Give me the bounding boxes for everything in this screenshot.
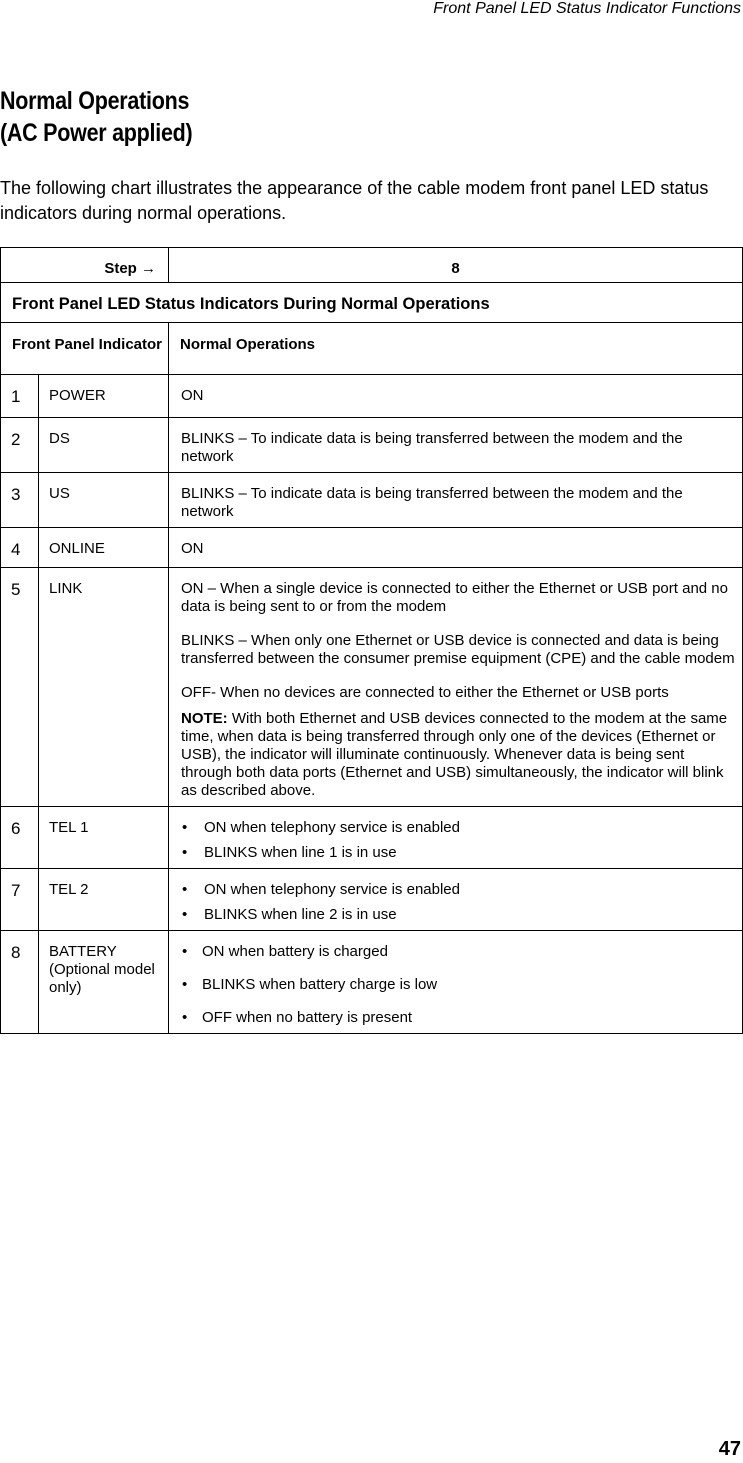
- section-title-row: [1, 283, 743, 323]
- table-section-title: Front Panel LED Status Indicators During Normal Operations: [1, 283, 743, 323]
- indicator-behavior: BLINKS – To indicate data is being transferred between the modem and the network: [169, 473, 743, 528]
- indicator-behavior: BLINKS – To indicate data is being transferred between the modem and the network: [169, 418, 743, 473]
- list-item: • BLINKS when battery charge is low: [181, 976, 736, 994]
- step-label: Step →: [1, 248, 169, 283]
- note-label: NOTE:: [181, 710, 228, 727]
- table-row: [1, 528, 743, 568]
- list-item: • BLINKS when line 1 is in use: [181, 844, 736, 862]
- row-number: 7: [1, 869, 39, 931]
- step-row: [1, 248, 743, 283]
- list-item: • ON when telephony service is enabled: [181, 881, 736, 899]
- row-number: 6: [1, 807, 39, 869]
- row-number: 8: [1, 931, 39, 1034]
- indicator-behavior: [169, 931, 743, 1034]
- row-number: 5: [1, 568, 39, 807]
- row-number: 1: [1, 375, 39, 418]
- table-row: [1, 375, 743, 418]
- indicator-name: BATTERY (Optional model only): [39, 931, 169, 1034]
- page-title: [0, 85, 192, 149]
- indicator-name: LINK: [39, 568, 169, 807]
- table-row: [1, 869, 743, 931]
- indicator-behavior: [169, 869, 743, 931]
- behavior-paragraph: OFF- When no devices are connected to either the Ethernet or USB ports: [181, 684, 669, 701]
- intro-paragraph: The following chart illustrates the appearance of the cable modem front panel LED status indicators during normal operations.: [0, 178, 709, 223]
- page-number: 47: [718, 1438, 741, 1460]
- indicator-name: DS: [39, 418, 169, 473]
- note-paragraph: [181, 710, 736, 800]
- indicator-behavior: [169, 807, 743, 869]
- note-text: With both Ethernet and USB devices connected to the modem at the same time, when data is being transferred through only one of the devices (Ethernet or USB), the indicator will illuminate continuously. Whenever data is being sent through both data ports (Ethernet and USB) simultaneously, the indicator will blink as described above.: [181, 710, 728, 799]
- running-header: Front Panel LED Status Indicator Functions: [433, 0, 741, 17]
- indicator-name: ONLINE: [39, 528, 169, 568]
- led-status-table: [0, 247, 743, 1034]
- indicator-name: TEL 2: [39, 869, 169, 931]
- behavior-list: [181, 881, 736, 924]
- column-header-operations: Normal Operations: [169, 323, 743, 375]
- row-number: 4: [1, 528, 39, 568]
- list-item: • BLINKS when line 2 is in use: [181, 906, 736, 924]
- list-item: • OFF when no battery is present: [181, 1009, 736, 1027]
- list-item: • ON when battery is charged: [181, 943, 736, 961]
- page-title-line-2: (AC Power applied): [0, 119, 193, 147]
- indicator-name: TEL 1: [39, 807, 169, 869]
- table-row: [1, 473, 743, 528]
- column-header-indicator: Front Panel Indicator: [1, 323, 169, 375]
- behavior-paragraph: ON – When a single device is connected to either the Ethernet or USB port and no data is being sent to or from the modem: [181, 580, 728, 615]
- row-number: 2: [1, 418, 39, 473]
- page-title-line-1: Normal Operations: [0, 87, 190, 115]
- behavior-paragraph: BLINKS – When only one Ethernet or USB device is connected and data is being transferred between the consumer premise equipment (CPE) and the cable modem: [181, 632, 735, 667]
- indicator-behavior: ON: [169, 528, 743, 568]
- table-row: [1, 568, 743, 807]
- table-row: [1, 418, 743, 473]
- row-number: 3: [1, 473, 39, 528]
- behavior-list: [181, 943, 736, 1027]
- step-value: 8: [169, 248, 743, 283]
- indicator-name: POWER: [39, 375, 169, 418]
- indicator-behavior: ON: [169, 375, 743, 418]
- table-row: [1, 807, 743, 869]
- indicator-name: US: [39, 473, 169, 528]
- list-item: • ON when telephony service is enabled: [181, 819, 736, 837]
- column-header-row: [1, 323, 743, 375]
- indicator-behavior: [169, 568, 743, 807]
- behavior-list: [181, 819, 736, 862]
- table-row: [1, 931, 743, 1034]
